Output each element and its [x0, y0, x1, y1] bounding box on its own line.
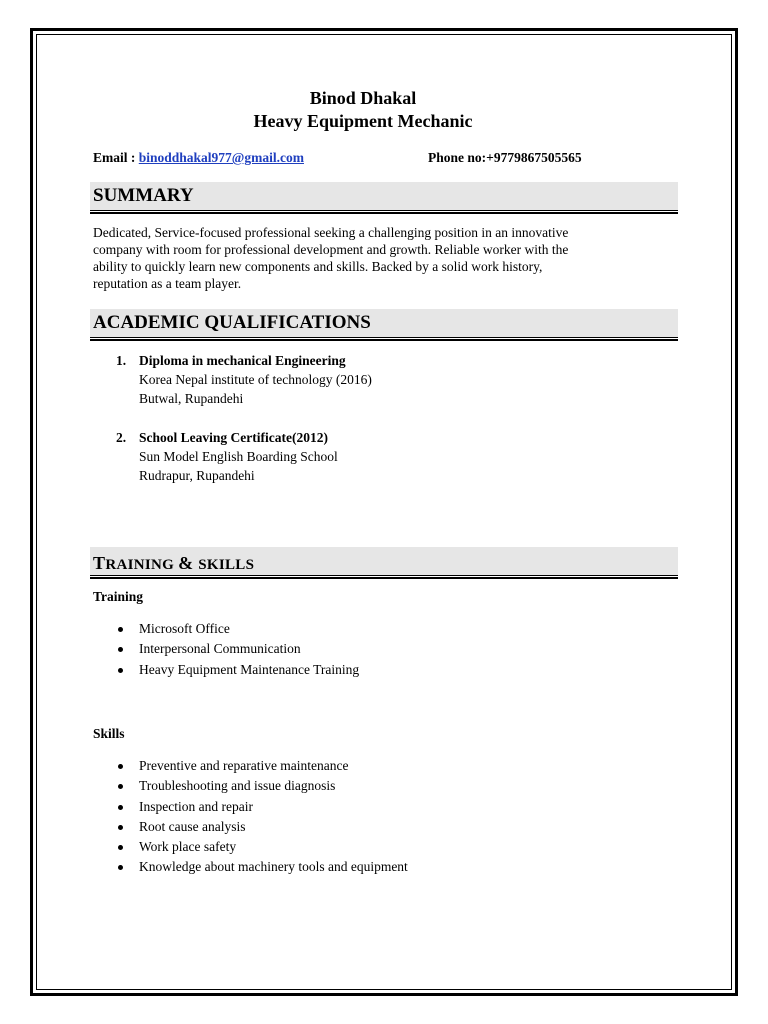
bullet-icon — [118, 647, 123, 652]
training-skills-section-bar — [90, 547, 678, 576]
email-line — [93, 149, 304, 167]
list-item: Knowledge about machinery tools and equipment — [118, 857, 408, 877]
training-skills-heading: TRAINING & SKILLS — [93, 553, 255, 573]
list-item: Troubleshooting and issue diagnosis — [118, 776, 408, 796]
training-label: Training — [93, 589, 144, 604]
qualification-number: 1. — [116, 353, 127, 368]
email-label: Email : — [93, 150, 139, 165]
qualification-location: Butwal, Rupandehi — [139, 391, 244, 406]
list-item: Preventive and reparative maintenance — [118, 756, 408, 776]
bullet-icon — [118, 825, 123, 830]
bullet-icon — [118, 784, 123, 789]
qualification-title: School Leaving Certificate(2012) — [139, 430, 328, 445]
summary-section-bar — [90, 182, 678, 211]
training-list — [118, 619, 359, 680]
candidate-name: Binod Dhakal — [309, 88, 417, 108]
qualification-item — [139, 351, 372, 408]
skills-label: Skills — [93, 726, 125, 741]
list-item: Root cause analysis — [118, 817, 408, 837]
list-item: Heavy Equipment Maintenance Training — [118, 660, 359, 680]
bullet-icon — [118, 627, 123, 632]
qualification-institution: Korea Nepal institute of technology (2016) — [139, 372, 372, 387]
summary-line: Dedicated, Service-focused professional seeking a challenging position in an innovative — [93, 225, 569, 240]
summary-text — [93, 224, 663, 292]
bullet-icon — [118, 764, 123, 769]
qualification-item — [139, 428, 338, 485]
list-item: Inspection and repair — [118, 797, 408, 817]
academic-heading: ACADEMIC QUALIFICATIONS — [93, 312, 371, 333]
summary-heading: SUMMARY — [93, 185, 194, 206]
summary-line: company with room for professional development and growth. Reliable worker with the — [93, 242, 569, 257]
bullet-icon — [118, 865, 123, 870]
list-item: Interpersonal Communication — [118, 639, 359, 659]
bullet-icon — [118, 668, 123, 673]
summary-line: reputation as a team player. — [93, 276, 242, 291]
qualification-location: Rudrapur, Rupandehi — [139, 468, 255, 483]
list-item: Work place safety — [118, 837, 408, 857]
academic-section-bar — [90, 309, 678, 338]
summary-line: ability to quickly learn new components and skills. Backed by a solid work history, — [93, 259, 543, 274]
phone-number: +9779867505565 — [486, 150, 582, 165]
list-item: Microsoft Office — [118, 619, 359, 639]
qualification-institution: Sun Model English Boarding School — [139, 449, 338, 464]
email-link[interactable]: binoddhakal977@gmail.com — [138, 150, 304, 165]
bullet-icon — [118, 805, 123, 810]
phone-label: Phone no: — [428, 150, 487, 165]
bullet-icon — [118, 845, 123, 850]
phone-line — [428, 149, 582, 167]
qualification-number: 2. — [116, 430, 127, 445]
qualification-title: Diploma in mechanical Engineering — [139, 353, 346, 368]
skills-list — [118, 756, 408, 878]
candidate-title: Heavy Equipment Mechanic — [253, 111, 473, 131]
